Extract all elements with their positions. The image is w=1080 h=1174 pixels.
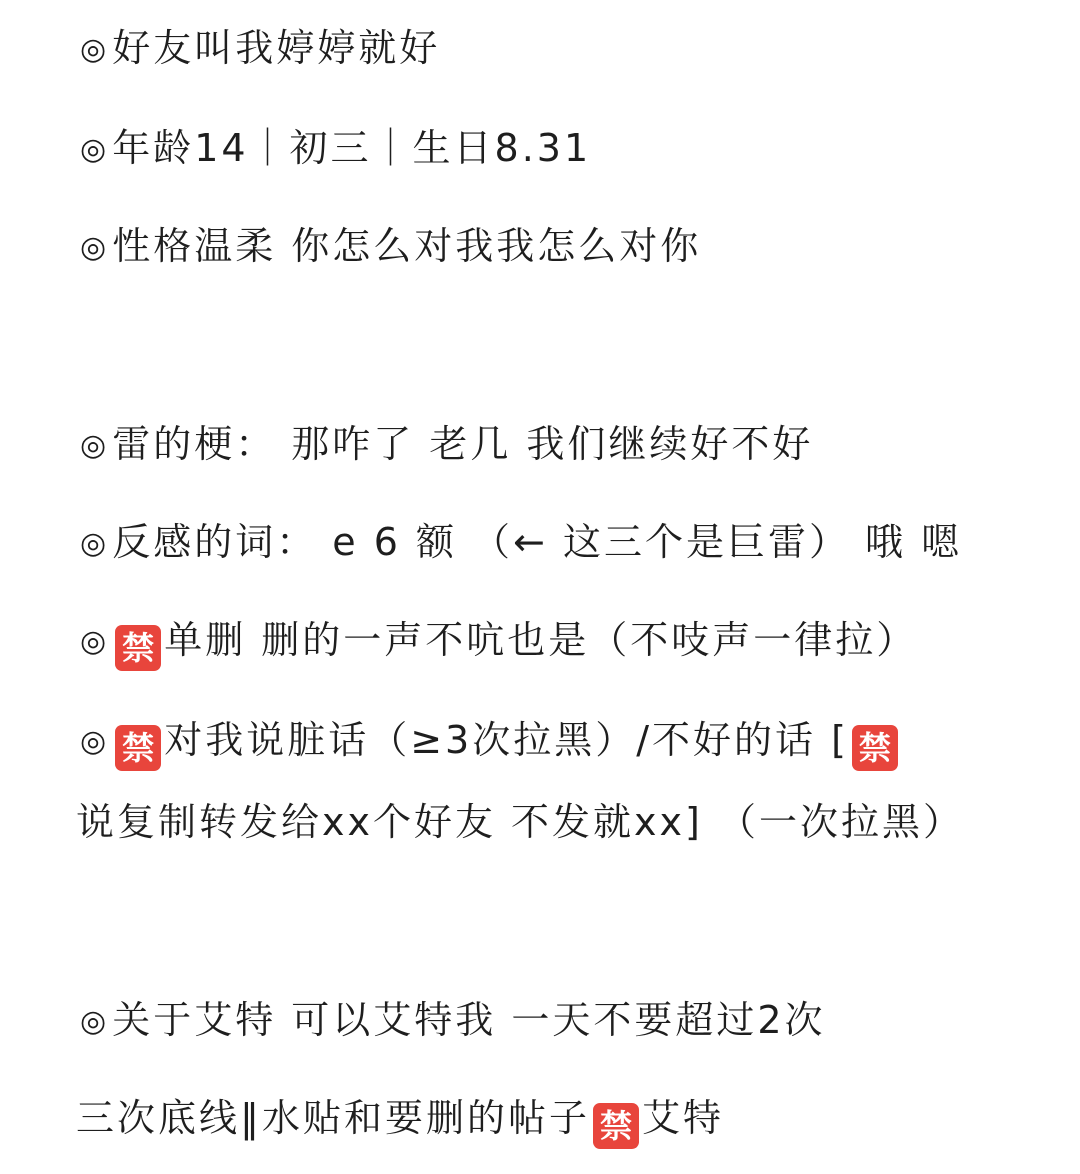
intro-line-disliked-memes [80, 422, 813, 468]
intro-line-no-unilateral-delete [80, 618, 917, 671]
ban-icon: 禁 [852, 725, 898, 771]
bullet-icon: ◎ [80, 624, 107, 659]
ban-icon: 禁 [115, 625, 161, 671]
line-text: 反感的词： e 6 额 （← 这三个是巨雷） 哦 嗯 [112, 520, 963, 564]
intro-line-age [80, 126, 591, 172]
intro-line-disliked-words [80, 520, 962, 566]
line-text: 三次底线‖水贴和要删的帖子 [76, 1096, 591, 1140]
line-text: 说复制转发给xx个好友 不发就xx] （一次拉黑） [76, 800, 964, 844]
line-text: 年龄14｜初三｜生日8.31 [112, 126, 592, 170]
bullet-icon: ◎ [80, 1004, 107, 1039]
line-text: 性格温柔 你怎么对我我怎么对你 [112, 224, 702, 268]
bullet-icon: ◎ [80, 32, 107, 67]
line-text: 单删 删的一声不吭也是（不吱声一律拉） [164, 618, 918, 662]
intro-line-nickname [80, 26, 440, 72]
line-text: 对我说脏话（≥3次拉黑）/不好的话 [ [164, 718, 849, 762]
bullet-icon: ◎ [80, 230, 107, 265]
line-text: 雷的梗： 那咋了 老几 我们继续好不好 [112, 422, 814, 466]
line-text: 好友叫我婷婷就好 [112, 26, 441, 70]
line-text: 关于艾特 可以艾特我 一天不要超过2次 [112, 998, 826, 1042]
bullet-icon: ◎ [80, 428, 107, 463]
ban-icon: 禁 [593, 1103, 639, 1149]
bullet-icon: ◎ [80, 724, 107, 759]
line-text: 艾特 [642, 1096, 725, 1140]
intro-line-mentions [80, 998, 826, 1044]
bullet-icon: ◎ [80, 526, 107, 561]
intro-line-mention-limit [76, 1096, 724, 1149]
ban-icon: 禁 [115, 725, 161, 771]
bullet-icon: ◎ [80, 132, 107, 167]
intro-line-no-swearing [80, 718, 901, 771]
intro-line-personality [80, 224, 701, 270]
intro-line-no-chain-messages [76, 800, 964, 844]
